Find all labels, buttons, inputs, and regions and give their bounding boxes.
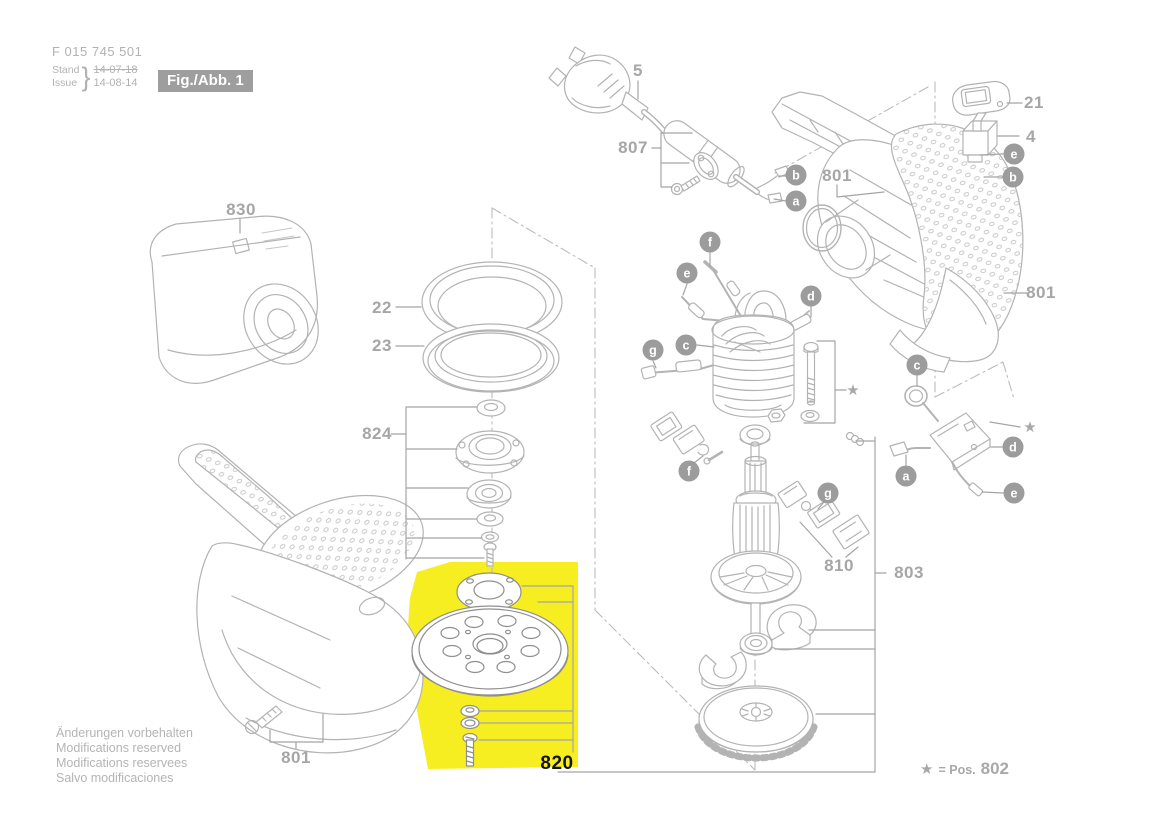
housing-left-801 — [178, 444, 437, 753]
callout-b-1: b — [786, 165, 807, 186]
callout-f-2: f — [679, 461, 700, 482]
legend-position-number: 802 — [980, 759, 1009, 778]
part-label-810: 810 — [824, 556, 854, 575]
callout-d-2: d — [1003, 437, 1024, 458]
note-line: Änderungen vorbehalten — [56, 726, 193, 740]
callout-c-2: c — [907, 355, 928, 376]
callout-f-1: f — [700, 232, 721, 253]
part-label-803: 803 — [894, 563, 924, 582]
part-label-23: 23 — [372, 336, 392, 355]
modification-notes — [56, 726, 193, 786]
star-icon: ★ — [920, 761, 934, 778]
star-legend — [920, 759, 1009, 779]
part-label-5: 5 — [633, 61, 643, 80]
callout-c-1: c — [676, 335, 697, 356]
callout-g-2: g — [818, 483, 839, 504]
note-line: Salvo modificaciones — [56, 771, 174, 785]
document-part-number: F 015 745 501 — [52, 44, 143, 59]
part-label-801-left: 801 — [281, 748, 311, 767]
part-label-801-top: 801 — [822, 166, 852, 185]
part-label-801-right: 801 — [1026, 283, 1056, 302]
note-line: Modifications reservees — [56, 756, 188, 770]
issue-date: 14-08-14 — [93, 77, 138, 89]
part-label-807: 807 — [618, 138, 648, 157]
star-icon: ★ — [1023, 419, 1037, 436]
part-label-830: 830 — [226, 200, 256, 219]
switch-slider-21 — [953, 82, 1010, 116]
brush-holder-parts-left — [650, 411, 722, 464]
part-label-4: 4 — [1026, 127, 1036, 146]
issue-label: Issue — [52, 77, 78, 89]
stand-label: Stand — [52, 64, 80, 76]
field-coil-stator — [641, 262, 812, 417]
part-label-21: 21 — [1024, 93, 1044, 112]
callout-e-3: e — [1004, 483, 1025, 504]
figure-badge: Fig./Abb. 1 — [158, 70, 253, 92]
callout-b-2: b — [1003, 167, 1024, 188]
callout-a-1: a — [786, 191, 807, 212]
note-line: Modifications reserved — [56, 741, 182, 755]
callout-d-1: d — [801, 286, 822, 307]
issue-brace: } — [81, 62, 91, 92]
stand-date-old: 14-07-18 — [93, 64, 138, 76]
bearing-flange-set-824 — [456, 400, 524, 566]
callout-a-2: a — [896, 466, 917, 487]
part-label-824: 824 — [362, 424, 392, 443]
callout-e-1: e — [677, 263, 698, 284]
issue-block — [52, 64, 138, 90]
star-icon: ★ — [846, 382, 860, 399]
legend-equals-text: = Pos. — [938, 763, 976, 777]
power-cord-5 — [549, 47, 790, 203]
part-label-22: 22 — [372, 298, 392, 317]
ring-23 — [423, 324, 559, 392]
callout-e-2: e — [1004, 144, 1025, 165]
callout-g-1: g — [643, 340, 664, 361]
part-label-820-highlighted: 820 — [540, 753, 574, 774]
dust-box-830 — [150, 216, 333, 383]
